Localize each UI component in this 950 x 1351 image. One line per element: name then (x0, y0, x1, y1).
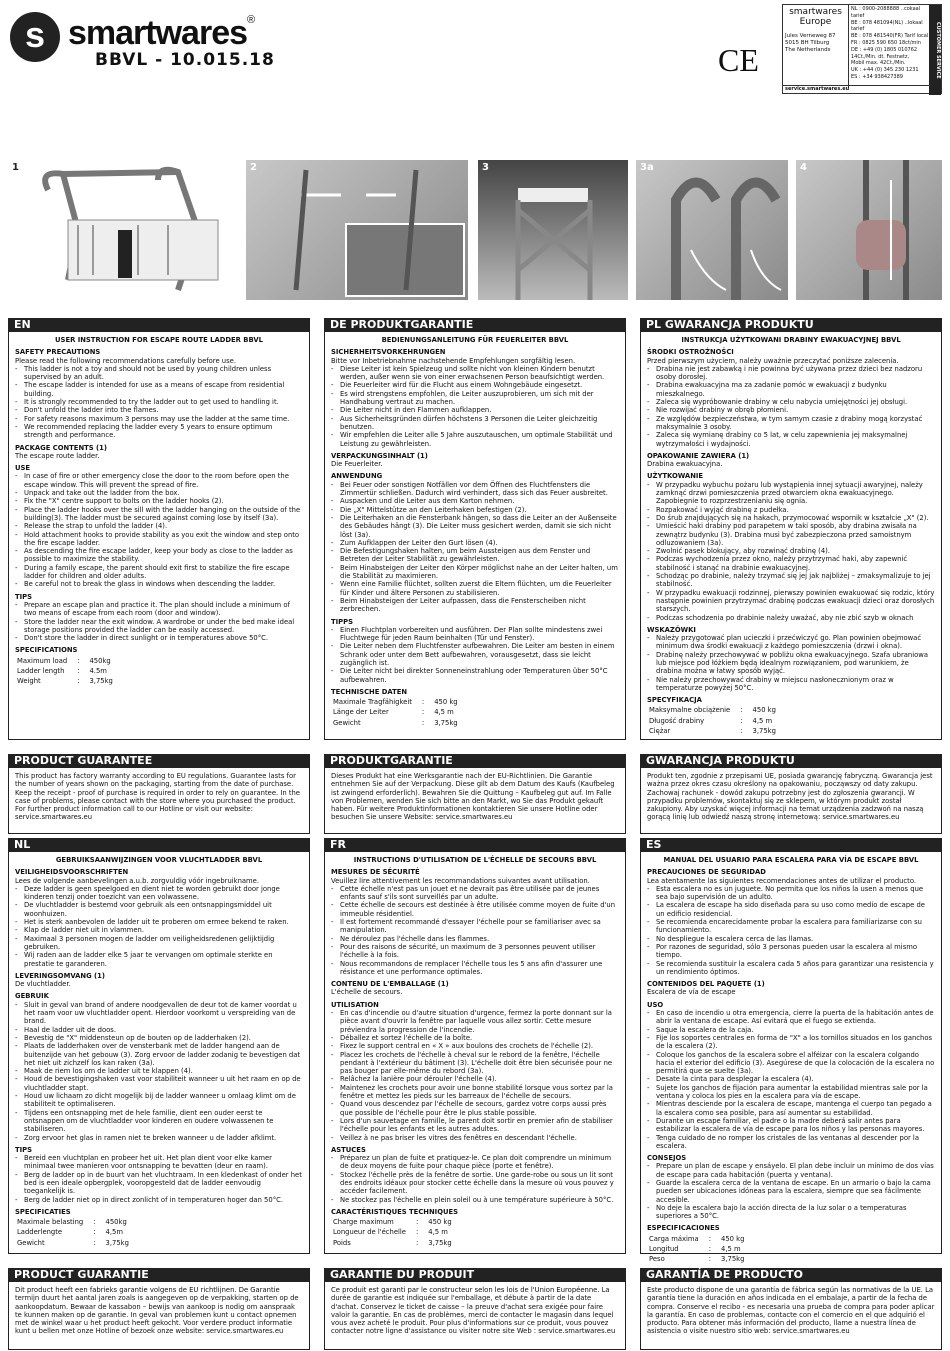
pl-section (640, 318, 942, 834)
pl-use-heading: UŻYTKOWANIE (647, 472, 704, 481)
en-guarantee-text: This product has factory warranty according to EU regulations. Guarantee lasts for the number of years shown on the packaging, starting from the date of purchase. Keep the receipt - proof of purchase is required in order to rely on guarantee. In the case of problems, please contact with the store where you purchased the product. For further product information call to our Hotline or visit our website: service.smartwares.eu (8, 768, 310, 834)
es-use-list: - En caso de incendio u otra emergencia, cierre la puerta de la habitación antes de abrir la ventana de escape. Así evitará que el fuego se extienda. - Saque la escalera de la caja. - Fije los soportes centrales en forma de "X" a los tornillos situados en los ganchos de la escalera (2). - Coloque los ganchos de la escalera sobre el alféizar con la escalera colgando hacia el exterior del edificio (3). Asegúrese de que la colocación de la escalera no permitirá que se suelte (3a). - Desate la cinta para desplegar la escalera (4). - Sujete los ganchos de fijación para aumentar la estabilidad mientras sale por la ventana y coloca los pies en la escalera para vía de escape. - Mientras desciende por la escalera de escape, mantenga el cuerpo tan pegado a la escalera como sea posible, para así aumentar su estabilidad. - Durante un escape familiar, el padre o la madre deberá salir antes para estabilizar la escalera de vía de escape para los niños y las personas mayores. - Tenga cuidado de no romper los cristales de las ventanas al descender por la escalera. (647, 1009, 935, 1150)
pl-safety-intro: Przed pierwszym użyciem, należy uważnie przeczytać poniższe zalecenia. (647, 356, 899, 365)
photo-number: 3 (482, 162, 489, 173)
fr-section (324, 838, 626, 1350)
pl-safety-list: - Drabina nie jest zabawką i nie powinna być używana przez dzieci bez nadzoru osoby dorosłej. - Drabina ewakuacyjna ma za zadanie pomóc w ewakuacji z budynku mieszkalnego. - Zaleca się wypróbowanie drabiny w celu nabycia umiejętności jej obsługi. - Nie rozwijać drabiny w obręb płomieni. - Ze względów bezpieczeństwa, w tym samym czasie z drabiny mogą korzystać maksymalnie 3 osoby. - Zaleca się wymianę drabiny co 5 lat, w celu zapewnienia jej maksymalnej wytrzymałości i wydajności. (647, 365, 935, 448)
photo-attach-x-support (246, 160, 468, 300)
address-lines: Jules Verneweg 87 5015 BH Tilburg The Netherlands (785, 33, 836, 53)
photo-number: 2 (250, 162, 257, 173)
nl-guarantee-header: PRODUCT GUARANTIE (8, 1268, 310, 1282)
customer-service-box (782, 4, 942, 94)
address-company2: Europe (799, 17, 832, 27)
en-tips-heading: TIPS (15, 592, 33, 601)
es-package-text: Escalera de vía de escape (647, 988, 736, 997)
de-use-list: - Bei Feuer oder sonstigen Notfällen vor dem Öffnen des Fluchtfensters die Zimmertür schließen. Dadurch wird verhindert, dass sich das Feuer ausbreitet. - Auspacken und die Leiter aus dem Karton nehmen. - Die „X" Mittelstütze an den Leiterhaken befestigen (2). - Die Leiterhaken an die Fensterbank hängen, so dass die Leiter an der Außenseite des Gebäudes hängt (3). Die Leiter muss gesichert werden, damit sie sich nicht löst (3a). - Zum Aufklappen der Leiter den Gurt lösen (4). - Die Befestigungshaken halten, um beim Aussteigen aus dem Fenster und Betreten der Leiter Stabilität zu gewährleisten. - Beim Hinabsteigen der Leiter den Körper möglichst nahe an der Leiter halten, um die Stabilität zu maximieren. - Wenn eine Familie flüchtet, sollten zuerst die Eltern flüchten, um die Feuerleiter für Kinder und ältere Personen zu stabilisieren. - Beim Hinabsteigen der Leiter aufpassen, dass die Fensterscheiben nicht zerbrechen. (331, 481, 619, 614)
de-tips-heading: TIPPS (331, 617, 354, 626)
en-header: EN (8, 318, 310, 332)
pl-safety-heading: ŚRODKI OSTROŻNOŚCI (647, 348, 734, 357)
de-use-heading: ANWENDUNG (331, 472, 383, 481)
de-spec-table: Maximale Tragfähigkeit : 450 kg Länge der Leiter : 4,5 m Gewicht : 3,75kg (333, 698, 458, 727)
de-spec-heading: TECHNISCHE DATEN (331, 687, 408, 696)
photo-secure-ladder (636, 160, 788, 300)
photo-number: 3a (640, 162, 654, 173)
pl-tips-list: - Należy przygotować plan ucieczki i przećwiczyć go. Plan powinien obejmować minimum dwa środki ewakuacji z każdego pomieszczenia (drzwi i okna). - Drabinę należy przechowywać w pobliżu okna ewakuacyjnego. Szafa ubraniowa lub miejsce pod łóżkiem będą idealnym rozwiązaniem, pod warunkiem, że drabina można w łatwy sposób wyjąć. - Nie należy przechowywać drabiny w miejscu nasłonecznionym oraz w temperaturze powyżej 50°C. (647, 634, 935, 692)
pl-header: PL GWARANCJA PRODUKTU (640, 318, 942, 332)
en-use-heading: USE (15, 464, 31, 473)
pl-title: INSTRUKCJA UŻYTKOWANI DRABINY EWAKUACYJNEJ BBVL (681, 336, 901, 344)
de-safety-intro: Bitte vor Inbetriebnahme nachstehende Empfehlungen sorgfältig lesen. (331, 356, 576, 365)
de-safety-heading: SICHERHEITSVORKEHRUNGEN (331, 348, 446, 357)
nl-tips-list: - Bereid een vluchtplan en probeer het uit. Het plan dient voor elke kamer minimaal twee manieren voor ontsnapping te bevatten (deur en raam). - Berg de ladder op in de buurt van het vluchtraam. In een kledenkast of onder het bed is een ideale opbergplek, vooropgesteld dat de ladder eenvoudig toegankelijk is. - Berg de ladder niet op in direct zonlicht of in temperaturen hoger dan 50°C. (15, 1154, 303, 1204)
fr-tips-heading: ASTUCES (331, 1145, 366, 1154)
fr-safety-list: - Cette échelle n'est pas un jouet et ne devrait pas être utilisée par de jeunes enfants sauf s'ils sont surveillés par un adulte. - Cette échelle de secours est destinée à être utilisée comme moyen de fuite d'un immeuble résidentiel. - Il est fortement recommandé d'essayer l'échelle pour se familiariser avec sa manipulation. - Ne déroulez pas l'échelle dans les flammes. - Pour des raisons de sécurité, un maximum de 3 personnes peuvent utiliser l'échelle à la fois. - Nous recommandons de remplacer l'échelle tous les 5 ans afin d'assurer une résistance et une performance optimales. (331, 885, 619, 976)
es-header: ES (640, 838, 942, 852)
fr-spec-heading: CARACTÉRISTIQUES TECHNIQUES (331, 1207, 459, 1216)
pl-guarantee-text: Produkt ten, zgodnie z przepisami UE, posiada gwarancję fabryczną. Gwarancja jest ważna przez okres czasu określony na opakowaniu, począwszy od daty zakupu. Zachowaj rachunek - dowód zakupu potrzebny jest do zgłoszenia gwarancji. W przypadku problemów, skontaktuj się ze sklepem, w którym produkt został zakupiony. Aby uzyskać więcej informacji na temat urządzenia zadzwoń na naszą gorącą linię lub odwiedź naszą stronę internetową: service.smartwares.eu (640, 768, 942, 834)
en-safety-list: - This ladder is not a toy and should not be used by young children unless supervised by an adult. - The escape ladder is intended for use as a means of escape from residential building. - It is strongly recommended to try the ladder out to get used to handling it. - Don't unfold the ladder into the flames. - For safety reasons maximum 3 persons may use the ladder at the same time. - We recommended replacing the ladder every 5 years to ensure optimum strength and performance. (15, 365, 303, 440)
fr-use-heading: UTILISATION (331, 1000, 379, 1009)
es-section (640, 838, 942, 1350)
fr-body (324, 852, 626, 1254)
en-safety-heading: SAFETY PRECAUTIONS (15, 348, 101, 357)
nl-body (8, 852, 310, 1254)
pl-tips-heading: WSKAZÓWKI (647, 625, 696, 634)
photo-number: 4 (800, 162, 807, 173)
de-header: DE PRODUKTGARANTIE (324, 318, 626, 332)
en-package-text: The escape route ladder. (15, 451, 100, 460)
nl-header: NL (8, 838, 310, 852)
es-safety-intro: Lea atentamente las siguientes recomendaciones antes de utilizar el producto. (647, 876, 917, 885)
en-spec-heading: SPECIFICATIONS (15, 646, 78, 655)
customer-service-label: CUSTOMER SERVICE (929, 5, 941, 95)
fr-tips-list: - Préparez un plan de fuite et pratiquez-le. Ce plan doit comprendre un minimum de deux moyens de fuite pour chaque pièce (porte et fenêtre). - Stockez l'échelle près de la fenêtre de sortie. Une garde-robe ou sous un lit sont des endroits idéaux pour stocker cette échelle dans la mesure où vous pouvez y accéder facilement. - Ne stockez pas l'échelle en plein soleil ou à une température supérieure à 50°C. (331, 1154, 619, 1204)
en-safety-intro: Please read the following recommendations carefully before use. (15, 356, 236, 365)
nl-safety-heading: VEILIGHEIDSVOORSCHRIFTEN (15, 868, 129, 877)
de-section (324, 318, 626, 834)
pl-spec-heading: SPECYFIKACJA (647, 696, 702, 705)
nl-tips-heading: TIPS (15, 1145, 33, 1154)
nl-use-heading: GEBRUIK (15, 992, 49, 1001)
es-tips-list: - Prepare un plan de escape y ensáyelo. El plan debe incluir un mínimo de dos vías de escape para cada habitación (puerta y ventana). - Guarde la escalera cerca de la ventana de escape. En un armario o bajo la cama pueden ser ubicaciones idóneas para la escalera, siempre que sea fácilmente accesible. - No deje la escalera bajo la acción directa de la luz solar o a temperaturas superiores a 50°C. (647, 1162, 935, 1220)
de-title: BEDIENUNGSANLEITUNG FÜR FEUERLEITER BBVL (381, 336, 569, 344)
de-guarantee-text: Dieses Produkt hat eine Werksgarantie nach der EU-Richtlinien. Die Garantie entnehmen Sie auf der Verpackung. Diese gilt ab dem Datum des Kaufs (Kaufbeleg ist zwingend erforderlich). Bewahren Sie die Quittung – Kaufbeleg gut auf. Im Falle von Problemen, wenden Sie sich bitte an den Markt, wo Sie das Produkt gekauft haben. Für weitere Produktinformationen kontaktieren Sie unsere Hotline oder besuchen Sie unsere Website: service.smartwares.eu (324, 768, 626, 834)
de-tips-list: - Einen Fluchtplan vorbereiten und ausführen. Der Plan sollte mindestens zwei Fluchtwege für jeden Raum beinhalten (Tür und Fenster). - Die Leiter neben dem Fluchtfenster aufbewahren. Die Leiter am besten in einem Schrank oder unter dem Bett aufbewahren, vorausgesetzt, dass sie leicht zugänglich ist. - Die Leiter nicht bei direkter Sonneneinstrahlung oder Temperaturen über 50°C aufbewahren. (331, 626, 619, 684)
fr-package-text: L'échelle de secours. (331, 988, 403, 997)
es-safety-list: - Esta escalera no es un juguete. No permita que los niños la usen a menos que sea bajo supervisión de un adulto. - La escalera de escape ha sido diseñada para su uso como medio de escape de un edificio residencial. - Se recomienda encarecidamente probar la escalera para familiarizarse con su funcionamiento. - No despliegue la escalera cerca de las llamas. - Por razones de seguridad, sólo 3 personas pueden usar la escalera al mismo tiempo. - Se recomienda sustituir la escalera cada 5 años para garantizar una resistencia y un rendimiento óptimos. (647, 885, 935, 976)
nl-safety-intro: Lees de volgende aanbevelingen a.u.b. zorgvuldig vóór ingebruikname. (15, 876, 260, 885)
nl-safety-list: - Deze ladder is geen speelgoed en dient niet te worden gebruikt door jonge kinderen tenzij onder toezicht van een volwassene. - De vluchtladder is bestemd voor gebruik als een ontsnappingsmiddel uit woonhuizen. - Het is sterk aanbevolen de ladder uit te proberen om ermee bekend te raken. - Klap de ladder niet uit in vlammen. - Maximaal 3 personen mogen de ladder om veiligheidsredenen gelijktijdig gebruiken. - Wij raden aan de ladder elke 5 jaar te vervangen om optimale sterkte en prestatie te garanderen. (15, 885, 303, 968)
fr-safety-intro: Veuillez lire attentivement les recommandations suivantes avant utilisation. (331, 876, 590, 885)
en-section (8, 318, 310, 834)
nl-spec-heading: SPECIFICATIES (15, 1207, 71, 1216)
de-safety-list: - Diese Leiter ist kein Spielzeug und sollte nicht von kleinen Kindern benutzt werden, außer wenn sie von einer erwachsenen Person beaufsichtigt werden. - Die Feuerleiter wird für die Flucht aus einem Wohngebäude eingesetzt. - Es wird strengstens empfohlen, die Leiter auszuprobieren, um sich mit der Handhabung vertraut zu machen. - Die Leiter nicht in den Flammen aufklappen. - Aus Sicherheitsgründen dürfen höchstens 3 Personen die Leiter gleichzeitig benutzen. - Wir empfehlen die Leiter alle 5 Jahre auszutauschen, um optimale Stabilität und Leistung zu gewährleisten. (331, 365, 619, 448)
smartwares-logo-icon: s (10, 12, 60, 62)
fr-guarantee-text: Ce produit est garanti par le constructeur selon les lois de l'Union Européenne. La durée de garantie est indiquée sur l'emballage, et débute à partir de la date d'achat. Conservez le ticket de caisse – la preuve d'achat sera exigée pour faire valoir la garantie. En cas de problèmes, merci de contacter le magasin dans lequel vous avez acheté le produit. Pour plus d'informations sur ce produit, vous pouvez contacter notre ligne d'assistance ou visiter notre site Web : service.smartwares.eu (324, 1282, 626, 1350)
fr-guarantee-header: GARANTIE DU PRODUIT (324, 1268, 626, 1282)
pl-package-text: Drabina ewakuacyjna. (647, 460, 723, 469)
fr-header: FR (324, 838, 626, 852)
en-spec-table: Maximum load : 450kg Ladder length : 4.5m Weight : 3,75kg (17, 656, 113, 686)
fr-package-heading: CONTENU DE L'EMBALLAGE (1) (331, 980, 449, 989)
en-package-heading: PACKAGE CONTENTS (1) (15, 443, 107, 452)
en-tips-list: - Prepare an escape plan and practice it. The plan should include a minimum of two means of escape from each room (door and window). - Store the ladder near the exit window. A wardrobe or under the bed make ideal storage positions provided the ladder can be easily accessed. - Don't store the ladder in direct sunlight or in temperatures above 50°C. (15, 601, 303, 642)
nl-spec-table: Maximale belasting : 450kg Ladderlengte : 4,5m Gewicht : 3,75kg (17, 1218, 129, 1247)
fr-use-list: - En cas d'incendie ou d'autre situation d'urgence, fermez la porte donnant sur la pièce avant d'ouvrir la fenêtre par laquelle vous allez sortir. Cette mesure préviendra la progression de l'incendie. - Déballez et sortez l'échelle de la boîte. - Fixez le support central en « X » aux boulons des crochets de l'échelle (2). - Placez les crochets de l'échelle à cheval sur le rebord de la fenêtre, l'échelle pendant à l'extérieur du bâtiment (3). L'échelle doit être bien sécurisée pour ne pas bouger par elle-même du rebord (3a). - Relâchez la lanière pour dérouler l'échelle (4). - Maintenez les crochets pour avoir une bonne stabilité lorsque vous sortez par la fenêtre et mettez les pieds sur les barreaux de l'échelle de secours. - Quand vous descendez par l'échelle de secours, gardez votre corps aussi près que possible de l'échelle pour être le plus stable possible. - Lors d'un sauvetage en famille, le parent doit sortir en premier afin de stabiliser l'échelle pour les enfants et les autres adultes. - Veillez à ne pas briser les vitres des fenêtres en descendant l'échelle. (331, 1009, 619, 1142)
phone-list: NL : 0900-2088888 ..cokaal tarief BE : 078 481094(NL) ..lokaal tarief BE : 078 481540(FR) Tarif local FR : 0825 590 650 18ct/min DE : +49 (0) 1805 010762 14Ct./Min. dt. Festnetz, Mobil max. 42Ct./Min. UK : +44 (0) 345 230 1231 ES : +34 938427389 (851, 6, 929, 80)
nl-use-list: - Sluit in geval van brand of andere noodgevallen de deur tot de kamer voordat u het raam voor uw vluchtladder opent. Hierdoor voorkomt u verspreiding van de brand. - Haal de ladder uit de doos. - Bevestig de "X" middensteun op de bouten op de ladderhaken (2). - Plaats de ladderhaken over de vensterbank met de ladder hangend aan de buitenzijde van het gebouw (3). Zorg ervoor de ladder zodanig te bevestigen dat het niet uit zichzelf los kan raken (3a). - Maak de riem los om de ladder uit te klappen (4). - Houd de bevestigingshaken vast voor stabiliteit wanneer u uit het raam en op de vluchtladder stapt. - Houd uw lichaam zo dicht mogelijk bij de ladder wanneer u omlaag klimt om de stabiliteit te optimaliseren. - Tijdens een ontsnapping met de hele familie, dient een ouder eerst te ontsnappen om de vluchtladder voor kinderen en oudere volwassenen te stabiliseren. - Zorg ervoor het glas in ramen niet te breken wanneer u de ladder afklimt. (15, 1001, 303, 1142)
es-guarantee-text: Este producto dispone de una garantía de fábrica según las normativas de la UE. La garantía tiene la duración en años indicada en el embalaje, a partir de la fecha de compra. Conserve el recibo - es necesaria una prueba de compra para poder aplicar la garantía. En caso de problemas, contacte con el comercio en el que adquirió el producto. Para obtener más información del producto, llame a nuestra línea de asistencia o visite nuestro sitio web: service.smartwares.eu (640, 1282, 942, 1350)
nl-section (8, 838, 310, 1350)
es-guarantee-header: GARANTÍA DE PRODUCTO (640, 1268, 942, 1282)
de-package-heading: VERPACKUNGSINHALT (1) (331, 451, 428, 460)
es-spec-heading: ESPECIFICACIONES (647, 1224, 720, 1233)
nl-title: GEBRUIKSAANWIJZINGEN VOOR VLUCHTLADDER BBVL (55, 856, 263, 864)
de-body (324, 332, 626, 740)
pl-guarantee-header: GWARANCJA PRODUKTU (640, 754, 942, 768)
en-use-list: - In case of fire or other emergency close the door to the room before open the escape window. This will prevent the spread of fire. - Unpack and take out the ladder from the box. - Fix the "X" centre support to bolts on the ladder hooks (2). - Place the ladder hooks over the sill with the ladder hanging on the outside of the building(3). The ladder must be secured against coming lose by itself (3a). - Release the strap to unfold the ladder (4). - Hold attachment hooks to provide stability as you exit the window and step onto the fire escape ladder. - As descending the fire escape ladder, keep your body as close to the ladder as possible to maximize the stability. - During a family escape, the parent should exit first to stabilize the fire escape ladder for children and older adults. - Be careful not to break the glass in windows when descending the ladder. (15, 472, 303, 588)
photo-ladder-folded (8, 160, 238, 300)
ce-mark-icon: CE (718, 42, 759, 78)
es-title: MANUAL DEL USUARIO PARA ESCALERA PARA VÍA DE ESCAPE BBVL (663, 856, 919, 864)
es-use-heading: USO (647, 1000, 664, 1009)
nl-package-text: De vluchtladder. (15, 980, 71, 989)
photo-release-strap (796, 160, 942, 300)
pl-body (640, 332, 942, 740)
en-title: USER INSTRUCTION FOR ESCAPE ROUTE LADDER BBVL (55, 336, 263, 344)
de-package-text: Die Feuerleiter. (331, 460, 383, 469)
pl-use-list: - W przypadku wybuchu pożaru lub wystąpienia innej sytuacji awaryjnej, należy zamknąć drzwi pomieszczenia przed otwarciem okna ewakuacyjnego. Zapobiegnie to rozprzestrzenianiu się ognia. - Rozpakować i wyjąć drabinę z pudełka. - Do śrub znajdujących się na hakach, przymocować wspornik w kształcie „X" (2). - Umieścić haki drabiny pod parapetem w taki sposób, aby drabina zwisała na zewnątrz budynku (3). Drabina musi być zabezpieczona przed samoistnym odluzowaniem (3a). - Zwolnić pasek blokujący, aby rozwinąć drabinę (4). - Podczas wychodzenia przez okno, należy przytrzymać haki, aby zapewnić stabilność i stanąć na drabinie ewakuacyjnej. - Schodząc po drabinie, należy trzymać się jej jak najbliżej – zmaksymalizuje to jej stabilność. - W przypadku ewakuacji rodzinnej, pierwszy powinien ewakuować się rodzic, który następnie powinien przytrzymać drabinę podczas ewakuacji dzieci oraz dorosłych starszych. - Podczas schodzenia po drabinie należy uważać, aby nie zbić szyb w oknach (647, 481, 935, 622)
de-guarantee-header: PRODUKTGARANTIE (324, 754, 626, 768)
model-number: BBVL - 10.015.18 (95, 50, 275, 70)
fr-safety-heading: MESURES DE SÉCURITÉ (331, 868, 420, 877)
es-spec-table: Carga máxima : 450 kg Longitud : 4,5 m Peso : 3,75kg (649, 1234, 745, 1264)
pl-spec-table: Maksymalne obciążenie : 450 kg Długość drabiny : 4,5 m Ciężar : 3,75kg (649, 706, 776, 736)
en-body (8, 332, 310, 740)
en-guarantee-header: PRODUCT GUARANTEE (8, 754, 310, 768)
es-safety-heading: PRECAUCIONES DE SEGURIDAD (647, 868, 766, 877)
nl-package-heading: LEVERINGSOMVANG (1) (15, 971, 105, 980)
es-tips-heading: CONSEJOS (647, 1154, 687, 1163)
pl-package-heading: OPAKOWANIE ZAWIERA (1) (647, 451, 750, 460)
brand-name: smartwares® (68, 14, 255, 52)
nl-guarantee-text: Dit product heeft een fabrieks garantie volgens de EU richtlijnen. De Garantie termijn duurt het aantal jaren zoals is aangegeven op de verpakking, starten op de aankoopdatum. Bewaar de kassabon – bewijs van aankoop is nodig om aanspraak te kunnen maken op de garantie. In geval van problemen kunt u contact opnemen met de winkel waar u het product heeft gekocht. Voor verdere product informatie kunt u bellen met onze Hotline of bezoek onze website: service.smartwares.eu (8, 1282, 310, 1350)
photo-number: 1 (12, 162, 19, 173)
address-website: service.smartwares.eu (783, 85, 931, 93)
es-package-heading: CONTENIDOS DEL PAQUETE (1) (647, 980, 765, 989)
fr-spec-table: Charge maximum : 450 kg Longueur de l'échelle : 4,5 m Poids : 3,75kg (333, 1218, 452, 1247)
es-body (640, 852, 942, 1264)
fr-title: INSTRUCTIONS D'UTILISATION DE L'ÉCHELLE DE SECOURS BBVL (353, 856, 597, 864)
photo-hooks-on-sill (478, 160, 628, 300)
address-company: smartwares (789, 7, 842, 17)
